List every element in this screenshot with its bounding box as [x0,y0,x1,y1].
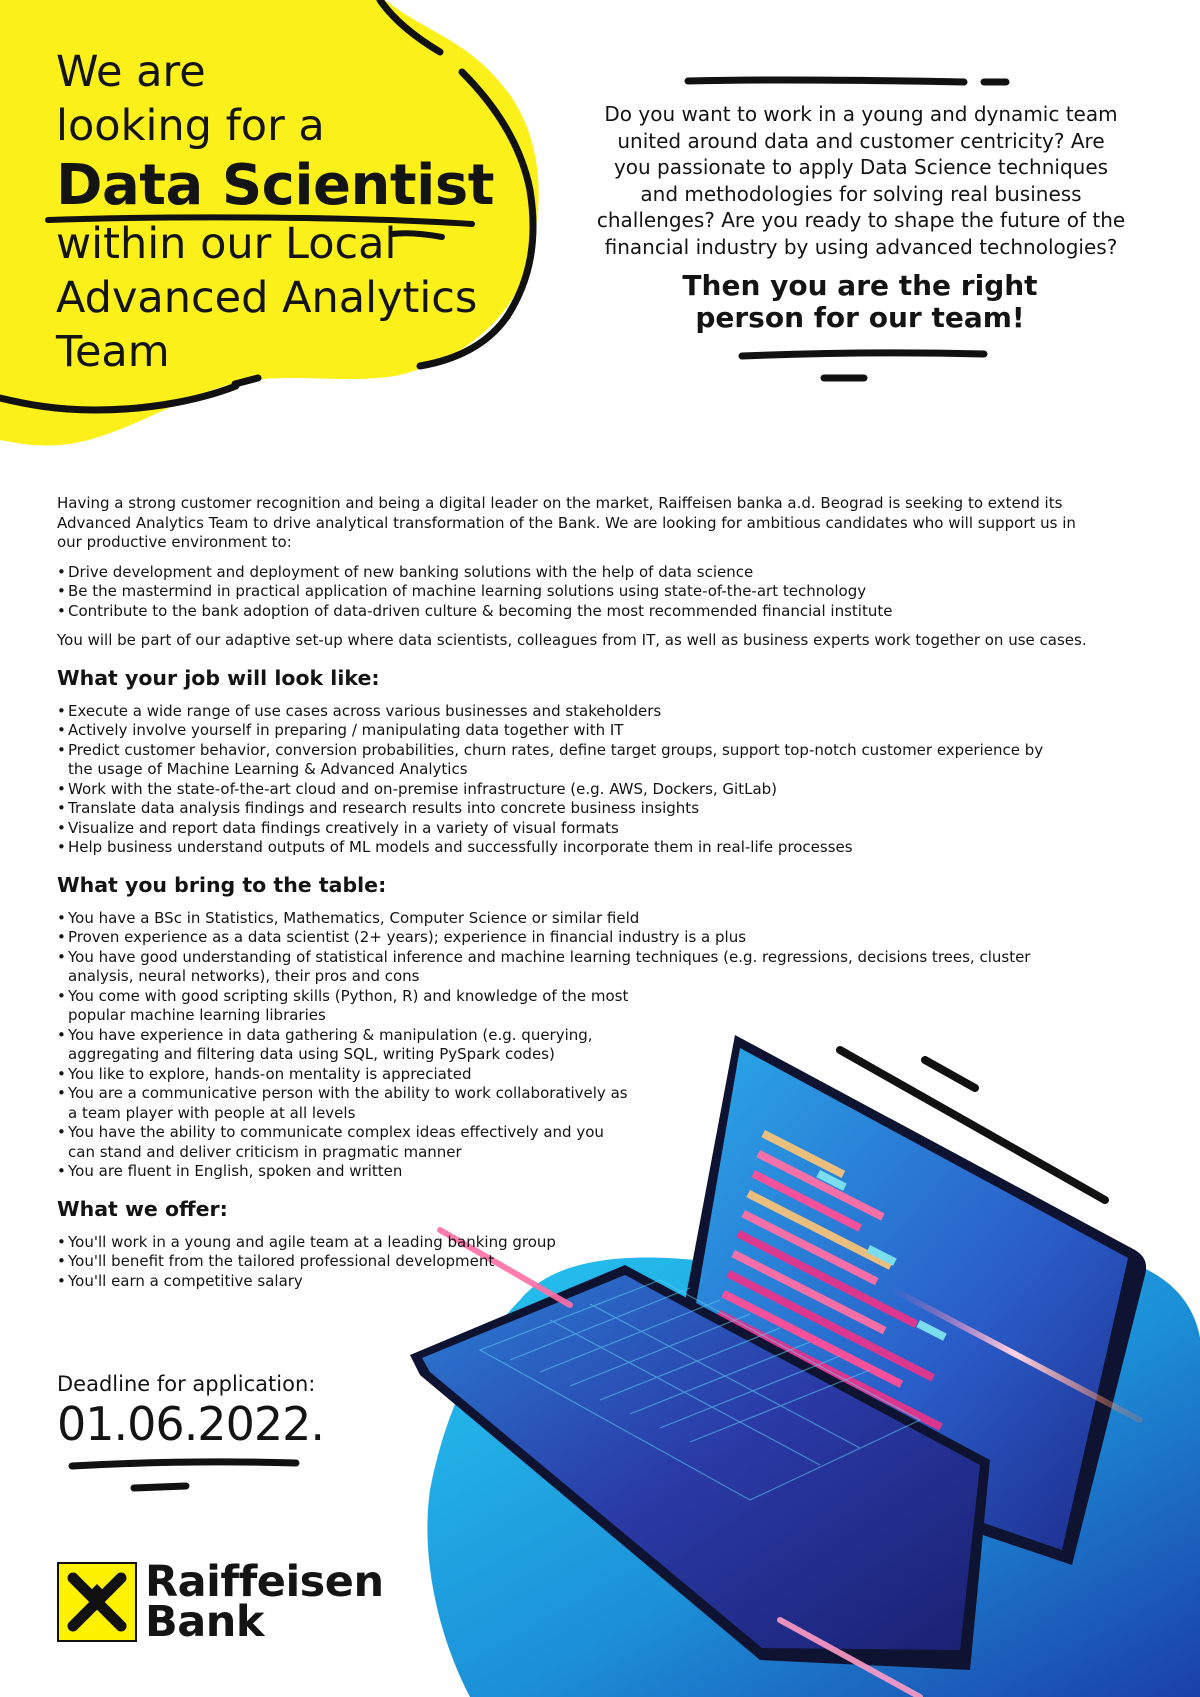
headline-line-4: Advanced Analytics [56,273,478,323]
list-item: • Predict customer behavior, conversion probabilities, churn rates, define target groups, support top-notch customer experience by the usage of Machine Learning & Advanced Analytics [57,741,1068,780]
list-item: • You have experience in data gathering & manipulation (e.g. querying, aggregating and filtering data using SQL, writing PySpark codes) [57,1026,688,1065]
list-item: • Execute a wide range of use cases across various businesses and stakeholders [57,702,1097,722]
list-item: • Visualize and report data findings creatively in a variety of visual formats [57,819,1097,839]
intro-top-lines [684,72,1014,92]
list-item: • You are a communicative person with the ability to work collaboratively as a team player with people at all levels [57,1084,628,1123]
headline-block-2 [56,217,536,379]
bring-heading: What you bring to the table: [57,872,387,897]
deadline-block [57,1371,324,1451]
list-item: • Actively involve yourself in preparing / manipulating data together with IT [57,721,1097,741]
list-item: • You'll earn a competitive salary [57,1272,1097,1292]
brand-line-2: Bank [145,1597,265,1647]
job-bullets [57,702,1097,858]
list-item: • Contribute to the bank adoption of data-driven culture & becoming the most recommended financial institute [57,602,1097,622]
intro-cta-line-1: Then you are the right [682,269,1038,302]
list-item: • You'll benefit from the tailored professional development [57,1252,1097,1272]
headline-line-2: looking for a [56,101,325,151]
list-item: • You come with good scripting skills (Python, R) and knowledge of the most popular machine learning libraries [57,987,688,1026]
deadline-underline [66,1456,306,1496]
deadline-date: 01.06.2022. [57,1397,324,1451]
about-bullets [57,563,1097,622]
headline-line-3: within our Local [56,219,397,269]
about-paragraph: Having a strong customer recognition and being a digital leader on the market, Raiffeisen banka a.d. Beograd is seeking to extend its Advanced Analytics Team to drive analytical transformation of the Bank. We are looking for ambitious candidates who will support us in our productive environment to: [57,494,1076,551]
about-closing: You will be part of our adaptive set-up where data scientists, colleagues from IT, as well as business experts work together on use cases. [57,631,1087,649]
list-item: • You like to explore, hands-on mentality is appreciated [57,1065,1097,1085]
list-item: • Be the mastermind in practical application of machine learning solutions using state-of-the-art technology [57,582,1097,602]
list-item: • You are fluent in English, spoken and written [57,1162,1097,1182]
intro-cta [610,270,1110,334]
headline-block [56,45,526,219]
intro-cta-line-2: person for our team! [695,301,1025,334]
offer-bullets [57,1233,1097,1292]
brand-name [145,1557,384,1647]
list-item: • You'll work in a young and agile team at a leading banking group [57,1233,1097,1253]
brand-line-1: Raiffeisen [145,1557,384,1607]
offer-heading: What we offer: [57,1196,228,1221]
list-item: • Translate data analysis findings and research results into concrete business insights [57,799,1097,819]
intro-question: Do you want to work in a young and dynamic team united around data and customer centricity? Are you passionate to apply Data Science techniques and methodologies for solving real business challenges? Are you ready to shape the future of the financial industry by using advanced technologies? [596,102,1126,259]
body-content [57,494,1097,1291]
headline-line-1: We are [56,47,206,97]
list-item: • Work with the state-of-the-art cloud and on-premise infrastructure (e.g. AWS, Dockers, GitLab) [57,780,1097,800]
list-item: • You have a BSc in Statistics, Mathematics, Computer Science or similar field [57,909,1097,929]
list-item: • You have good understanding of statistical inference and machine learning techniques (e.g. regressions, decisions trees, cluster analysis, neural networks), their pros and cons [57,948,1058,987]
job-heading: What your job will look like: [57,665,380,690]
raiffeisen-logo-icon [57,1562,137,1642]
list-item: • Drive development and deployment of new banking solutions with the help of data science [57,563,1097,583]
headline-role: Data Scientist [56,153,494,218]
headline-line-5: Team [56,327,170,377]
deadline-label: Deadline for application: [57,1372,316,1396]
list-item: • Proven experience as a data scientist (2+ years); experience in financial industry is a plus [57,928,1097,948]
bring-bullets [57,909,1097,1182]
intro-bottom-lines [736,346,996,386]
list-item: • You have the ability to communicate complex ideas effectively and you can stand and deliver criticism in pragmatic manner [57,1123,628,1162]
headline-dash [388,228,448,244]
list-item: • Help business understand outputs of ML models and successfully incorporate them in real-life processes [57,838,1097,858]
